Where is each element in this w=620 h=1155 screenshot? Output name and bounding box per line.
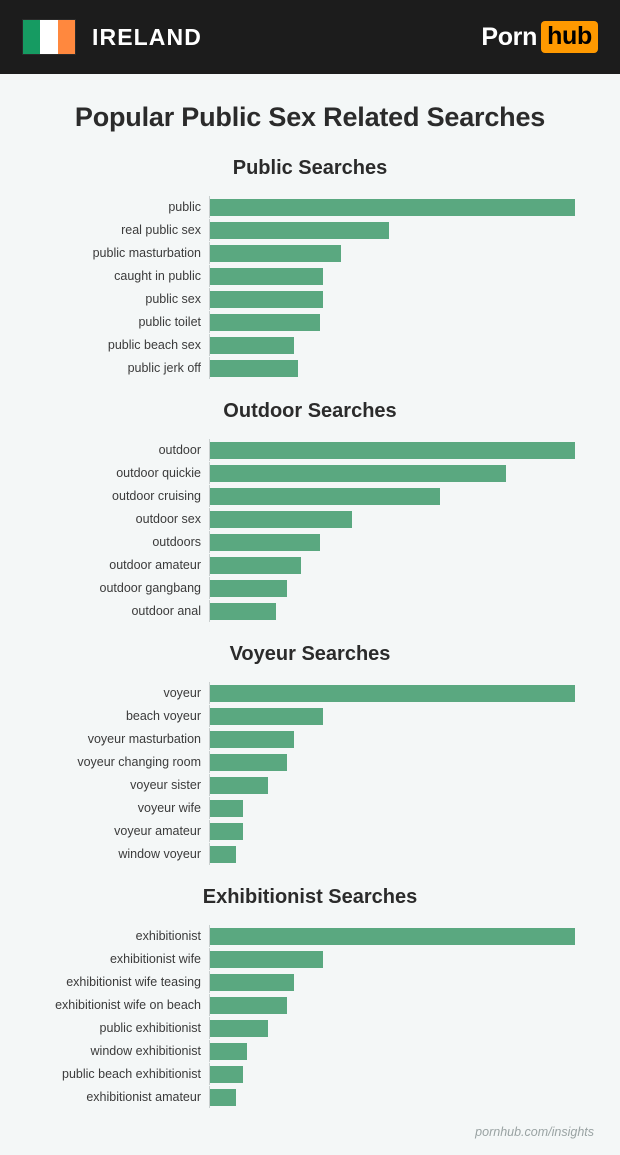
bar-label: exhibitionist wife — [109, 952, 201, 966]
bar-track — [209, 797, 594, 819]
bar-track — [209, 357, 594, 379]
bar-label: exhibitionist wife on beach — [55, 998, 201, 1012]
bar-label: outdoors — [152, 535, 201, 549]
chart-title: Voyeur Searches — [229, 643, 391, 665]
bar-label: outdoor — [158, 443, 201, 457]
bar-label: public beach sex — [107, 338, 201, 352]
bar-track — [209, 925, 594, 947]
chart-row — [0, 334, 594, 356]
bar — [210, 1089, 236, 1106]
chart-row — [0, 508, 594, 530]
bar-label: voyeur — [163, 686, 201, 700]
bar-label: caught in public — [114, 269, 201, 283]
chart-title: Outdoor Searches — [223, 400, 397, 422]
chart-row — [0, 357, 594, 379]
bar — [210, 245, 341, 262]
bar-track — [209, 577, 594, 599]
bar-label: exhibitionist wife teasing — [66, 975, 201, 989]
chart-sections — [0, 139, 620, 1111]
bar-track — [209, 219, 594, 241]
bar — [210, 534, 320, 551]
bar — [210, 337, 294, 354]
bar-track — [209, 705, 594, 727]
chart-row — [0, 843, 594, 865]
bar-track — [209, 439, 594, 461]
bar-label: voyeur amateur — [114, 824, 201, 838]
bar — [210, 777, 268, 794]
chart-section — [0, 868, 620, 1111]
bar-track — [209, 600, 594, 622]
bar-track — [209, 265, 594, 287]
bar-track — [209, 751, 594, 773]
source-attribution: pornhub.com/insights — [475, 1125, 594, 1139]
chart-row — [0, 705, 594, 727]
bar-track — [209, 334, 594, 356]
bar — [210, 442, 575, 459]
bar — [210, 314, 320, 331]
bar-track — [209, 1086, 594, 1108]
chart-row — [0, 311, 594, 333]
chart-row — [0, 1063, 594, 1085]
bar-track — [209, 728, 594, 750]
chart-section — [0, 139, 620, 382]
bar-track — [209, 774, 594, 796]
bar-label: outdoor sex — [135, 512, 201, 526]
chart-section — [0, 625, 620, 868]
bar — [210, 754, 287, 771]
bar-track — [209, 242, 594, 264]
bar-label: outdoor cruising — [112, 489, 201, 503]
bar-label: beach voyeur — [125, 709, 201, 723]
chart-row — [0, 994, 594, 1016]
chart-row — [0, 925, 594, 947]
chart-row — [0, 577, 594, 599]
chart-row — [0, 682, 594, 704]
bar — [210, 222, 389, 239]
bar-track — [209, 1017, 594, 1039]
bar-label: public jerk off — [127, 361, 201, 375]
chart-row — [0, 219, 594, 241]
bar — [210, 1066, 243, 1083]
bar-track — [209, 531, 594, 553]
chart-row — [0, 797, 594, 819]
bar — [210, 951, 323, 968]
bar-track — [209, 1040, 594, 1062]
bar — [210, 511, 352, 528]
bar — [210, 974, 294, 991]
bar — [210, 1043, 247, 1060]
bar-label: public toilet — [138, 315, 201, 329]
bar — [210, 557, 301, 574]
chart-row — [0, 774, 594, 796]
bar-chart — [0, 682, 620, 865]
bar-label: exhibitionist amateur — [86, 1090, 201, 1104]
bar-label: public masturbation — [92, 246, 201, 260]
bar-track — [209, 994, 594, 1016]
chart-title: Exhibitionist Searches — [202, 886, 418, 908]
chart-row — [0, 971, 594, 993]
page-title: Popular Public Sex Related Searches — [74, 102, 546, 132]
bar — [210, 928, 575, 945]
chart-row — [0, 462, 594, 484]
bar-track — [209, 554, 594, 576]
chart-row — [0, 439, 594, 461]
bar-label: outdoor quickie — [116, 466, 201, 480]
bar-track — [209, 288, 594, 310]
bar — [210, 846, 236, 863]
pornhub-logo — [481, 21, 598, 53]
bar-track — [209, 508, 594, 530]
bar — [210, 465, 506, 482]
bar — [210, 603, 276, 620]
chart-row — [0, 728, 594, 750]
bar-track — [209, 1063, 594, 1085]
bar-track — [209, 971, 594, 993]
chart-row — [0, 531, 594, 553]
bar-track — [209, 462, 594, 484]
bar-label: window exhibitionist — [90, 1044, 201, 1058]
bar-track — [209, 311, 594, 333]
bar — [210, 997, 287, 1014]
bar-track — [209, 485, 594, 507]
chart-row — [0, 1017, 594, 1039]
bar-label: window voyeur — [118, 847, 201, 861]
bar — [210, 731, 294, 748]
header-left-group — [22, 19, 202, 55]
bar — [210, 708, 323, 725]
chart-row — [0, 751, 594, 773]
bar — [210, 360, 298, 377]
bar — [210, 1020, 268, 1037]
bar — [210, 823, 243, 840]
bar — [210, 800, 243, 817]
bar-label: outdoor amateur — [109, 558, 201, 572]
bar — [210, 291, 323, 308]
bar-label: exhibitionist — [135, 929, 201, 943]
logo-text-porn: Porn — [481, 22, 538, 51]
bar-track — [209, 948, 594, 970]
bar — [210, 268, 323, 285]
bar-label: real public sex — [121, 223, 201, 237]
bar — [210, 488, 440, 505]
bar — [210, 199, 575, 216]
chart-row — [0, 265, 594, 287]
bar-label: voyeur sister — [130, 778, 201, 792]
bar-label: voyeur changing room — [77, 755, 201, 769]
bar-label: voyeur masturbation — [87, 732, 201, 746]
bar-track — [209, 196, 594, 218]
bar-label: public beach exhibitionist — [62, 1067, 201, 1081]
chart-row — [0, 600, 594, 622]
bar-label: outdoor anal — [131, 604, 201, 618]
chart-section — [0, 382, 620, 625]
chart-row — [0, 948, 594, 970]
chart-row — [0, 554, 594, 576]
bar-label: voyeur wife — [137, 801, 201, 815]
bar-chart — [0, 925, 620, 1108]
ireland-flag-icon — [22, 19, 76, 55]
bar-label: public — [168, 200, 201, 214]
bar-chart — [0, 439, 620, 622]
bar-track — [209, 843, 594, 865]
chart-row — [0, 485, 594, 507]
chart-row — [0, 242, 594, 264]
chart-row — [0, 1086, 594, 1108]
bar-label: outdoor gangbang — [99, 581, 201, 595]
bar-label: public sex — [145, 292, 201, 306]
page-header — [0, 0, 620, 74]
chart-row — [0, 820, 594, 842]
bar-track — [209, 820, 594, 842]
logo-text-hub: hub — [541, 21, 598, 53]
bar-label: public exhibitionist — [99, 1021, 201, 1035]
bar — [210, 580, 287, 597]
bar-chart — [0, 196, 620, 379]
chart-row — [0, 288, 594, 310]
bar-track — [209, 682, 594, 704]
chart-row — [0, 196, 594, 218]
bar — [210, 685, 575, 702]
chart-title: Public Searches — [232, 157, 388, 179]
country-name: IRELAND — [92, 23, 202, 50]
chart-row — [0, 1040, 594, 1062]
